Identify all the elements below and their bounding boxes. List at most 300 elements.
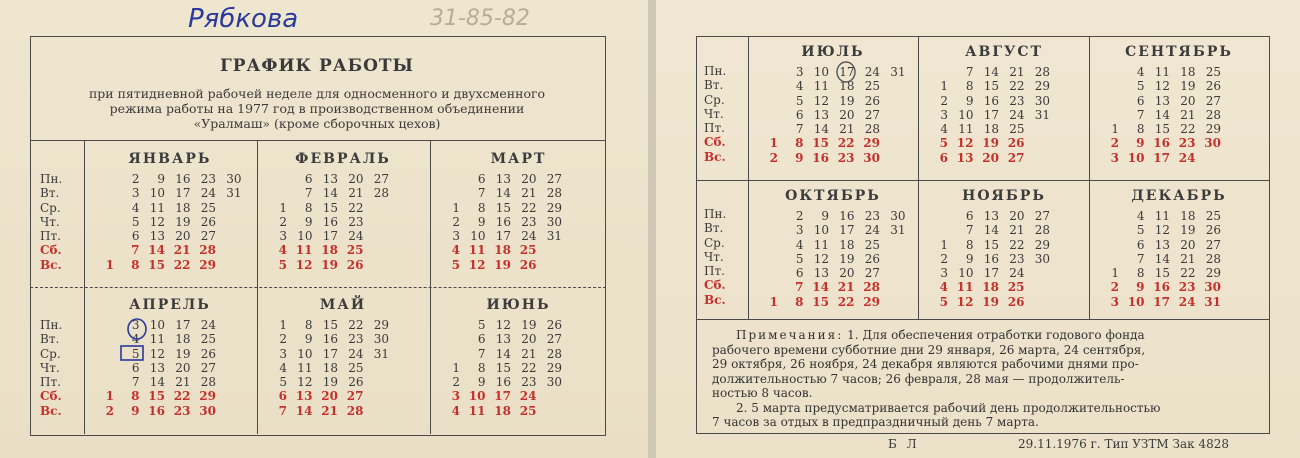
day-number: 16 <box>322 332 338 347</box>
day-number: 4 <box>451 403 460 418</box>
day-number: 21 <box>173 243 191 258</box>
day-number: 9 <box>131 403 140 418</box>
day-number: 21 <box>348 186 364 201</box>
day-number: 10 <box>297 229 313 244</box>
day-number: 31 <box>546 229 562 244</box>
day-number: 9 <box>965 93 974 108</box>
day-number: 19 <box>494 257 511 272</box>
day-number: 28 <box>1205 251 1221 266</box>
day-number: 7 <box>965 223 974 238</box>
day-number: 2 <box>279 214 287 229</box>
day-number: 19 <box>175 214 191 229</box>
day-number: 12 <box>956 136 974 151</box>
day-number: 15 <box>148 257 165 272</box>
day-number: 24 <box>348 229 364 244</box>
day-number: 23 <box>348 214 364 229</box>
day-number: 22 <box>1009 79 1025 94</box>
weekday-label: Вс. <box>40 403 62 418</box>
day-number: 2 <box>131 172 140 186</box>
day-number: 15 <box>1154 266 1170 281</box>
day-number: 29 <box>1205 122 1221 137</box>
weekday-label: Вт. <box>704 78 724 93</box>
day-number: 30 <box>890 209 906 223</box>
day-number: 26 <box>864 251 880 266</box>
day-number: 11 <box>149 200 165 215</box>
weekday-label: Ср. <box>704 92 725 107</box>
day-number: 17 <box>322 346 338 361</box>
day-number: 8 <box>131 389 140 404</box>
notes-line: должительностью 7 часов; 26 февраля, 28 мая — продолжитель- <box>712 371 1125 386</box>
day-number: 4 <box>795 237 804 252</box>
day-number: 25 <box>1007 280 1025 295</box>
weekday-label: Чт. <box>704 106 724 121</box>
day-number: 6 <box>795 107 804 122</box>
day-number: 5 <box>1136 223 1145 238</box>
day-number: 27 <box>346 389 364 404</box>
day-number: 8 <box>795 294 804 309</box>
weekday-label: Вс. <box>704 292 726 307</box>
day-number: 25 <box>200 200 216 215</box>
day-number: 3 <box>452 229 460 244</box>
day-number: 12 <box>813 251 829 266</box>
weekday-labels <box>40 172 62 272</box>
day-number: 26 <box>200 214 216 229</box>
column-divider <box>748 36 749 319</box>
day-number: 6 <box>131 360 140 375</box>
day-number: 26 <box>348 375 364 390</box>
day-number: 1 <box>940 79 948 94</box>
day-number: 9 <box>304 214 313 229</box>
day-number: 9 <box>795 150 804 165</box>
day-number: 29 <box>546 360 562 375</box>
day-number: 11 <box>956 280 974 295</box>
day-number: 12 <box>297 375 313 390</box>
day-number: 22 <box>173 389 191 404</box>
day-number: 13 <box>149 360 165 375</box>
day-number: 3 <box>795 65 804 79</box>
column-divider <box>430 140 431 434</box>
weekday-label: Пн. <box>40 172 63 186</box>
day-number: 24 <box>864 223 880 238</box>
day-number: 6 <box>477 172 486 186</box>
day-number: 31 <box>226 186 242 201</box>
day-number: 3 <box>279 346 287 361</box>
day-number: 2 <box>1110 136 1119 151</box>
day-number: 9 <box>965 251 974 266</box>
day-number: 3 <box>451 389 460 404</box>
day-number: 2 <box>105 403 114 418</box>
day-number: 23 <box>1009 251 1025 266</box>
day-number: 19 <box>1180 223 1196 238</box>
day-number: 29 <box>863 136 880 151</box>
notes-line: 2. 5 марта предусматривается рабочий день продолжительностью <box>736 400 1161 415</box>
day-number: 28 <box>373 186 389 201</box>
day-number: 2 <box>769 150 778 165</box>
weekday-label: Ср. <box>40 200 61 215</box>
day-number: 29 <box>1205 266 1221 281</box>
day-number: 11 <box>468 403 486 418</box>
day-number: 27 <box>1205 237 1221 252</box>
day-number: 7 <box>131 375 140 390</box>
weekday-label: Сб. <box>704 278 726 293</box>
day-number: 14 <box>812 280 829 295</box>
day-number: 4 <box>131 200 140 215</box>
day-number: 8 <box>304 318 313 332</box>
day-number: 25 <box>864 237 880 252</box>
day-number: 13 <box>1154 93 1170 108</box>
day-number: 26 <box>1007 294 1025 309</box>
day-number: 27 <box>1007 150 1025 165</box>
day-number: 9 <box>1136 280 1145 295</box>
day-number: 14 <box>813 122 829 137</box>
day-number: 20 <box>521 332 537 347</box>
day-number: 25 <box>864 79 880 94</box>
day-number: 20 <box>1180 237 1196 252</box>
day-number: 13 <box>956 150 974 165</box>
day-number: 18 <box>321 243 338 258</box>
day-number: 17 <box>1153 294 1170 309</box>
day-number: 19 <box>839 251 855 266</box>
day-number: 15 <box>322 318 338 332</box>
day-number: 9 <box>1136 136 1145 151</box>
day-number: 20 <box>175 229 191 244</box>
day-number: 7 <box>304 186 313 201</box>
day-number: 6 <box>939 150 948 165</box>
day-number: 1 <box>452 360 460 375</box>
day-number: 22 <box>348 318 364 332</box>
day-number: 31 <box>373 346 389 361</box>
day-number: 23 <box>173 403 191 418</box>
day-number: 30 <box>1034 251 1050 266</box>
day-number: 20 <box>982 150 999 165</box>
day-number: 20 <box>321 389 338 404</box>
column-divider <box>257 140 258 434</box>
day-number: 28 <box>1034 65 1050 79</box>
divider-middle <box>696 180 1270 181</box>
day-number: 14 <box>149 375 165 390</box>
day-number: 25 <box>1205 65 1221 79</box>
day-number: 7 <box>131 243 140 258</box>
day-number: 17 <box>839 65 855 79</box>
day-number: 6 <box>795 266 804 281</box>
day-number: 20 <box>521 172 537 186</box>
day-number: 1 <box>1111 122 1119 137</box>
weekday-label: Вт. <box>40 186 60 201</box>
day-number: 22 <box>521 200 537 215</box>
day-number: 12 <box>495 318 511 332</box>
day-number: 18 <box>839 79 855 94</box>
day-number: 17 <box>175 318 191 332</box>
day-number: 9 <box>477 375 486 390</box>
day-number: 8 <box>477 360 486 375</box>
day-number: 17 <box>839 223 855 238</box>
day-number: 20 <box>839 107 855 122</box>
day-number: 18 <box>1180 209 1196 223</box>
day-number: 13 <box>983 209 999 223</box>
day-number: 19 <box>321 257 338 272</box>
divider-middle <box>30 287 606 288</box>
day-number: 21 <box>321 403 338 418</box>
day-number: 15 <box>983 237 999 252</box>
day-number: 30 <box>1034 93 1050 108</box>
day-number: 5 <box>477 318 486 332</box>
day-number: 3 <box>1110 150 1119 165</box>
day-number: 10 <box>1127 294 1145 309</box>
day-number: 3 <box>279 229 287 244</box>
day-number: 21 <box>1180 107 1196 122</box>
day-number: 2 <box>940 251 948 266</box>
notes-line: 29 октября, 26 ноября, 24 декабря являются рабочими днями про- <box>712 357 1139 371</box>
day-number: 11 <box>813 79 829 94</box>
month-title: ДЕКАБРЬ <box>1131 188 1227 204</box>
day-number: 22 <box>521 360 537 375</box>
day-number: 5 <box>279 375 287 390</box>
day-number: 15 <box>812 136 829 151</box>
day-number: 27 <box>200 360 216 375</box>
pen-marks <box>832 60 862 90</box>
day-number: 17 <box>983 266 999 281</box>
day-number: 8 <box>795 136 804 151</box>
day-number: 26 <box>546 318 562 332</box>
day-number: 18 <box>322 360 338 375</box>
notes-line: 7 часов за отдых в предпраздничный день 7 марта. <box>712 415 1039 429</box>
month-title: ФЕВРАЛЬ <box>295 151 391 167</box>
left-calendar-card <box>0 0 648 458</box>
day-number: 8 <box>477 200 486 215</box>
weekday-label: Пн. <box>704 207 727 221</box>
day-number: 7 <box>278 403 287 418</box>
day-number: 13 <box>322 172 338 186</box>
day-number: 1 <box>279 318 287 332</box>
day-number: 31 <box>1204 294 1221 309</box>
day-number: 17 <box>495 229 511 244</box>
subtitle-line-1: при пятидневной рабочей неделе для односменного и двухсменного <box>88 86 546 101</box>
day-number: 3 <box>1110 294 1119 309</box>
day-number: 23 <box>348 332 364 347</box>
day-number: 30 <box>1204 280 1221 295</box>
day-number: 28 <box>863 280 880 295</box>
day-number: 11 <box>1154 209 1170 223</box>
day-number: 22 <box>348 200 364 215</box>
day-number: 20 <box>839 266 855 281</box>
day-number: 14 <box>983 223 999 238</box>
day-number: 29 <box>863 294 880 309</box>
day-number: 26 <box>1205 223 1221 238</box>
day-number: 28 <box>1034 223 1050 238</box>
weekday-label: Пт. <box>704 121 725 136</box>
notes-text: 1. Для обеспечения отработки годового фонда <box>847 328 1145 342</box>
day-number: 28 <box>864 122 880 137</box>
month-title: СЕНТЯБРЬ <box>1125 44 1233 60</box>
day-number: 11 <box>149 332 165 347</box>
stamp-number: 31-85-82 <box>430 6 530 31</box>
day-number: 2 <box>452 375 460 390</box>
day-number: 14 <box>1154 107 1170 122</box>
day-number: 2 <box>795 209 804 223</box>
day-number: 21 <box>837 280 855 295</box>
day-number: 17 <box>322 229 338 244</box>
day-number: 16 <box>175 172 191 186</box>
day-number: 5 <box>939 136 948 151</box>
day-number: 10 <box>1127 150 1145 165</box>
day-number: 14 <box>495 186 511 201</box>
day-number: 4 <box>795 79 804 94</box>
day-number: 30 <box>373 332 389 347</box>
day-number: 3 <box>940 266 948 281</box>
day-number: 19 <box>982 294 999 309</box>
day-number: 28 <box>546 186 562 201</box>
day-number: 4 <box>278 243 287 258</box>
day-number: 24 <box>1178 294 1196 309</box>
day-number: 16 <box>1153 136 1170 151</box>
day-number: 19 <box>322 375 338 390</box>
day-number: 1 <box>452 200 460 215</box>
day-number: 14 <box>1154 251 1170 266</box>
day-number: 25 <box>200 332 216 347</box>
day-number: 10 <box>470 229 486 244</box>
day-number: 7 <box>1136 251 1145 266</box>
day-number: 26 <box>1007 136 1025 151</box>
day-number: 5 <box>131 346 140 361</box>
day-number: 19 <box>839 93 855 108</box>
day-number: 20 <box>175 360 191 375</box>
day-number: 21 <box>1009 65 1025 79</box>
day-number: 28 <box>346 403 364 418</box>
day-number: 29 <box>373 318 389 332</box>
day-number: 24 <box>200 318 216 332</box>
day-number: 29 <box>1034 237 1050 252</box>
day-number: 12 <box>149 346 165 361</box>
day-number: 21 <box>839 122 855 137</box>
day-number: 17 <box>494 389 511 404</box>
day-number: 18 <box>983 122 999 137</box>
month-title: АПРЕЛЬ <box>129 297 211 313</box>
day-number: 18 <box>494 243 511 258</box>
day-number: 4 <box>279 360 287 375</box>
day-number: 28 <box>546 346 562 361</box>
day-number: 21 <box>521 186 537 201</box>
day-number: 14 <box>983 65 999 79</box>
day-number: 25 <box>346 243 364 258</box>
day-number: 13 <box>813 107 829 122</box>
column-divider <box>1089 36 1090 319</box>
day-number: 26 <box>1205 79 1221 94</box>
day-number: 21 <box>1009 223 1025 238</box>
month-title: ИЮЛЬ <box>801 44 865 60</box>
day-number: 23 <box>864 209 880 223</box>
weekday-label: Пн. <box>40 318 63 332</box>
weekday-label: Вс. <box>40 257 62 272</box>
day-number: 20 <box>1009 209 1025 223</box>
day-number: 13 <box>295 389 313 404</box>
day-number: 11 <box>297 360 313 375</box>
day-number: 25 <box>519 243 537 258</box>
day-number: 1 <box>1111 266 1119 281</box>
day-number: 25 <box>348 360 364 375</box>
column-divider <box>918 36 919 319</box>
day-number: 30 <box>199 403 216 418</box>
day-number: 10 <box>149 186 165 201</box>
day-number: 30 <box>1204 136 1221 151</box>
weekday-label: Ср. <box>704 235 725 250</box>
day-number: 16 <box>839 209 855 223</box>
day-number: 24 <box>1009 266 1025 281</box>
day-number: 6 <box>278 389 287 404</box>
day-number: 4 <box>940 122 948 137</box>
day-number: 27 <box>200 229 216 244</box>
day-number: 27 <box>546 172 562 186</box>
day-number: 2 <box>452 214 460 229</box>
day-number: 1 <box>769 294 778 309</box>
day-number: 8 <box>1136 122 1145 137</box>
day-number: 19 <box>521 318 537 332</box>
day-number: 15 <box>812 294 829 309</box>
day-number: 3 <box>940 107 948 122</box>
day-number: 1 <box>279 200 287 215</box>
day-number: 25 <box>519 403 537 418</box>
day-number: 28 <box>200 375 216 390</box>
day-number: 16 <box>1153 280 1170 295</box>
day-number: 11 <box>295 243 313 258</box>
day-number: 30 <box>863 150 880 165</box>
day-number: 7 <box>965 65 974 79</box>
day-number: 27 <box>864 266 880 281</box>
day-number: 16 <box>148 403 165 418</box>
day-number: 20 <box>348 172 364 186</box>
weekday-label: Сб. <box>40 389 62 404</box>
day-number: 10 <box>468 389 486 404</box>
day-number: 18 <box>175 332 191 347</box>
day-number: 2 <box>940 93 948 108</box>
day-number: 1 <box>105 257 114 272</box>
day-number: 11 <box>468 243 486 258</box>
month-title: ЯНВАРЬ <box>128 151 212 167</box>
weekday-label: Чт. <box>40 360 60 375</box>
month-title: МАЙ <box>319 297 367 313</box>
day-number: 23 <box>200 172 216 186</box>
day-number: 23 <box>1178 136 1196 151</box>
day-number: 20 <box>1180 93 1196 108</box>
day-number: 18 <box>494 403 511 418</box>
day-number: 8 <box>131 257 140 272</box>
day-number: 5 <box>939 294 948 309</box>
day-number: 4 <box>451 243 460 258</box>
day-number: 10 <box>297 346 313 361</box>
day-number: 8 <box>304 200 313 215</box>
day-number: 3 <box>131 318 140 332</box>
day-number: 15 <box>322 200 338 215</box>
day-number: 11 <box>1154 65 1170 79</box>
day-number: 7 <box>1136 107 1145 122</box>
day-number: 12 <box>813 93 829 108</box>
day-number: 19 <box>175 346 191 361</box>
weekday-label: Ср. <box>40 346 61 361</box>
day-number: 27 <box>864 107 880 122</box>
day-number: 24 <box>864 65 880 79</box>
day-number: 4 <box>131 332 140 347</box>
day-number: 5 <box>795 251 804 266</box>
day-number: 26 <box>200 346 216 361</box>
day-number: 16 <box>983 251 999 266</box>
day-number: 13 <box>813 266 829 281</box>
day-number: 23 <box>521 214 537 229</box>
day-number: 25 <box>1009 122 1025 137</box>
day-number: 23 <box>1178 280 1196 295</box>
day-number: 13 <box>149 229 165 244</box>
day-number: 27 <box>373 172 389 186</box>
day-number: 3 <box>131 186 140 201</box>
weekday-labels <box>704 64 726 164</box>
